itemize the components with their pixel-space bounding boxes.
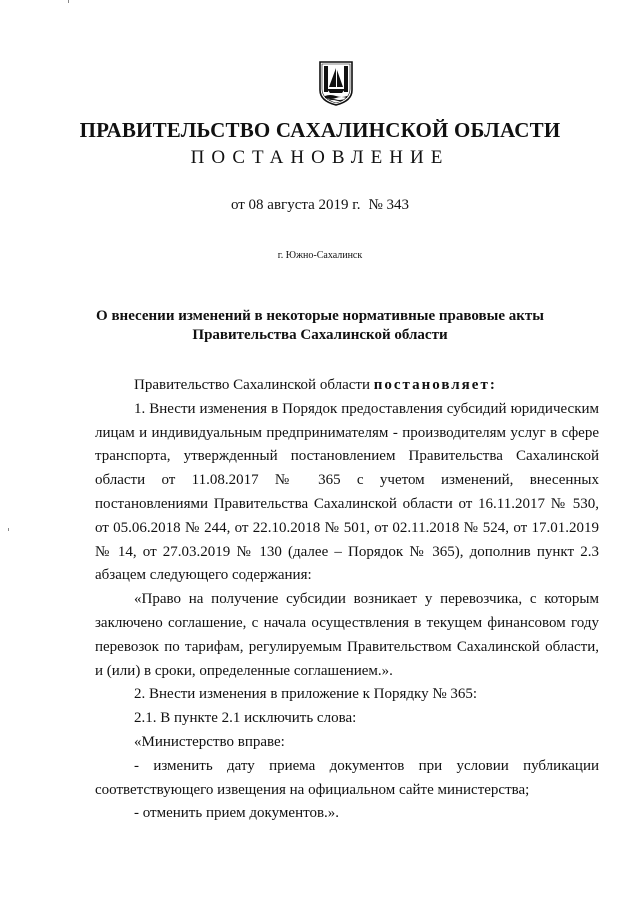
body-paragraph: - изменить дату приема документов при условии публикации соответствующего извещения на официальном сайте министерства; (95, 757, 599, 798)
document-body (95, 374, 599, 826)
sakhalin-coat-of-arms-icon (317, 60, 355, 106)
subject-line: Правительства Сахалинской области (192, 327, 448, 343)
body-paragraph: 2. Внести изменения в приложение к Порядку № 365: (134, 686, 478, 703)
document-date: от 08 августа 2019 г. (230, 197, 361, 213)
subject-line: О внесении изменений в некоторые нормативные правовые акты (96, 308, 544, 324)
scan-mark (68, 0, 69, 3)
body-paragraph: «Право на получение субсидии возникает у перевозчика, с которым заключено соглашение, с начала осуществления в текущем финансовом году перевозок по тарифам, регулируемым Правительством Сахалинской области, и (или) в сроки, определенные соглашением.». (95, 591, 599, 679)
preamble-paragraph (95, 374, 599, 398)
document-subject (60, 307, 580, 345)
preamble-text: Правительство Сахалинской области (134, 377, 370, 393)
document-number: № 343 (368, 197, 410, 213)
date-number-line (0, 197, 640, 214)
government-title: ПРАВИТЕЛЬСТВО САХАЛИНСКОЙ ОБЛАСТИ (79, 118, 561, 142)
body-paragraph: - отменить прием документов.». (134, 805, 340, 822)
city: г. Южно-Сахалинск (277, 250, 363, 261)
body-paragraph: 1. Внести изменения в Порядок предоставления субсидий юридическим лицам и индивидуальным предпринимателям - производителям услуг в сфере транспорта, утвержденный постановлением Правительства Сахалинской области от 11.08.2017 № 365 с учетом изменений, внесенных постановлениями Правительства Сахалинской области от 16.11.2017 № 530, от 05.06.2018 № 244, от 22.10.2018 № 501, от 02.11.2018 № 524, от 17.01.2019 № 14, от 27.03.2019 № 130 (далее – Порядок № 365), дополнив пункт 2.3 абзацем следующего содержания: (95, 400, 599, 584)
body-paragraph: «Министерство вправе: (134, 733, 285, 750)
document-type: ПОСТАНОВЛЕНИЕ (190, 147, 450, 168)
body-paragraph: 2.1. В пункте 2.1 исключить слова: (134, 710, 357, 727)
preamble-action: постановляет: (373, 377, 497, 393)
scan-mark (8, 528, 9, 531)
